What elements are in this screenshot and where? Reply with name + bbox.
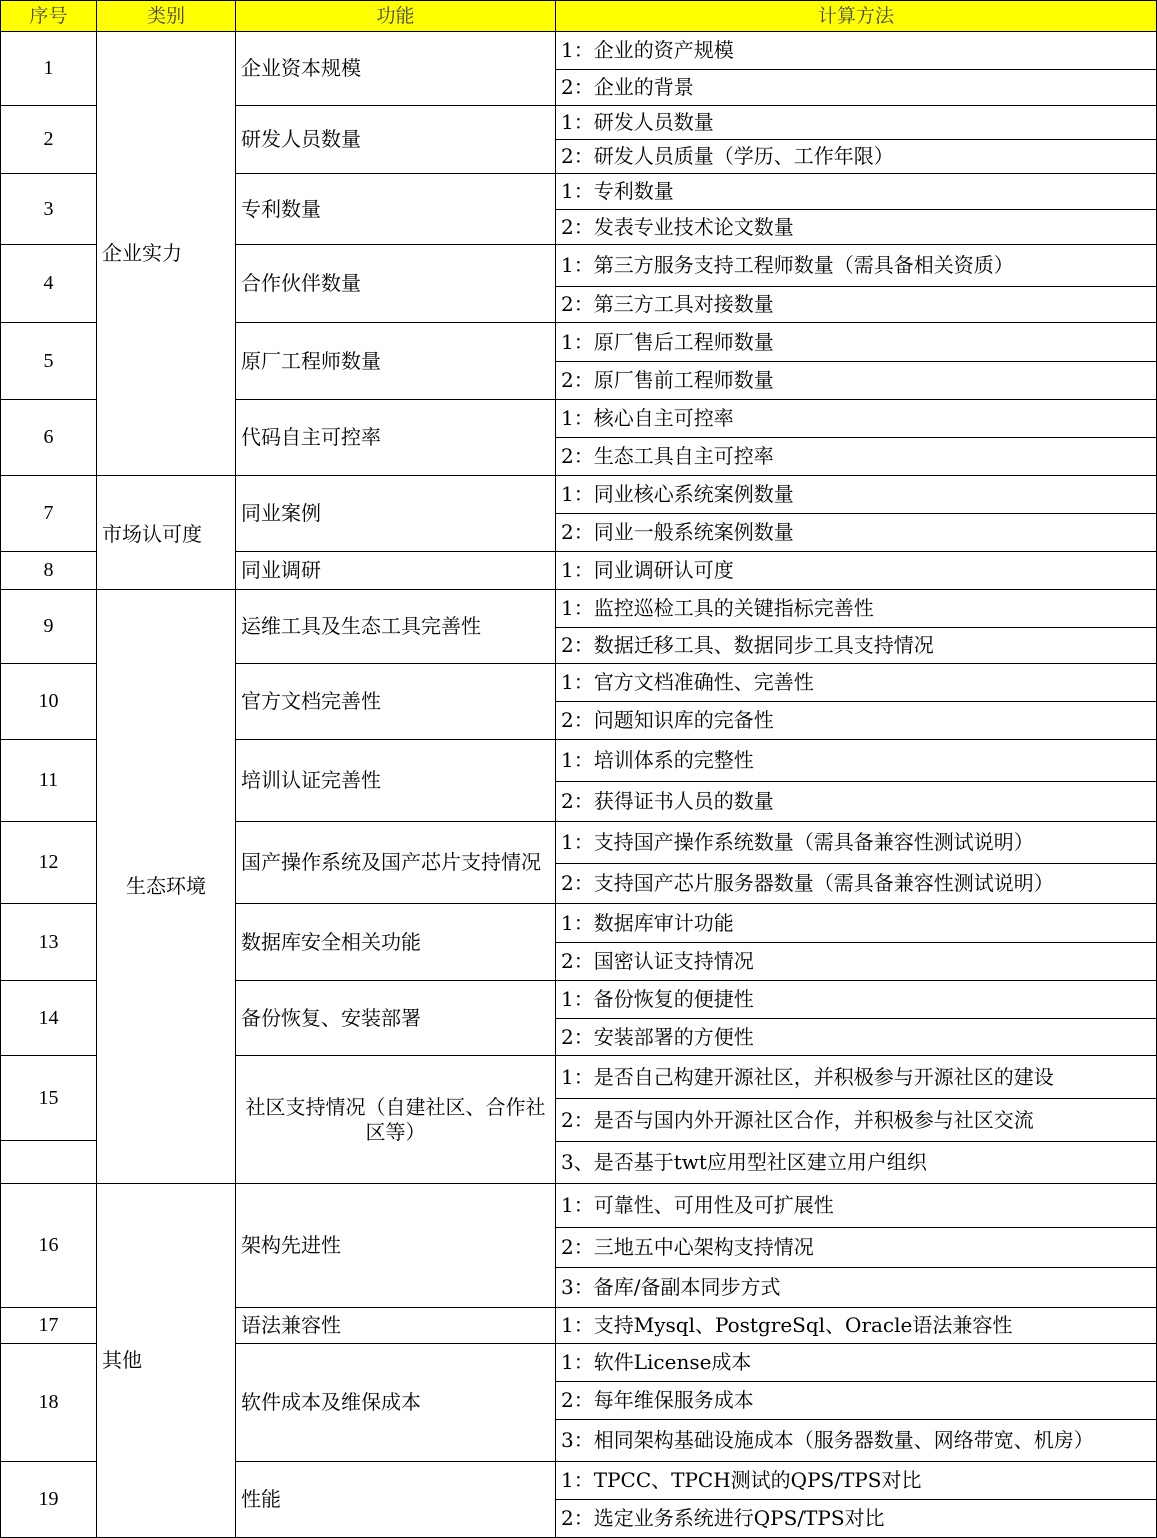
method-cell[interactable]: 1：研发人员数量 [556, 106, 1157, 140]
function-cell[interactable]: 性能 [236, 1462, 556, 1538]
method-cell[interactable]: 2：原厂售前工程师数量 [556, 362, 1157, 400]
function-cell[interactable]: 架构先进性 [236, 1184, 556, 1308]
method-cell[interactable]: 2：三地五中心架构支持情况 [556, 1228, 1157, 1268]
header-category[interactable]: 类别 [97, 0, 236, 32]
method-cell[interactable]: 1：支持国产操作系统数量（需具备兼容性测试说明） [556, 822, 1157, 864]
method-cell[interactable]: 1：可靠性、可用性及可扩展性 [556, 1184, 1157, 1228]
row-index[interactable]: 13 [0, 904, 97, 981]
header-method[interactable]: 计算方法 [556, 0, 1157, 32]
row-index[interactable]: 1 [0, 32, 97, 106]
method-cell[interactable]: 2：国密认证支持情况 [556, 943, 1157, 981]
function-cell[interactable]: 同业案例 [236, 476, 556, 552]
method-cell[interactable]: 1：原厂售后工程师数量 [556, 323, 1157, 362]
function-cell[interactable]: 运维工具及生态工具完善性 [236, 590, 556, 664]
row-index[interactable]: 6 [0, 400, 97, 476]
category-cell[interactable]: 企业实力 [97, 32, 236, 476]
header-index[interactable]: 序号 [0, 0, 97, 32]
row-index[interactable]: 8 [0, 552, 97, 590]
method-cell[interactable]: 2：选定业务系统进行QPS/TPS对比 [556, 1500, 1157, 1538]
function-cell[interactable]: 语法兼容性 [236, 1308, 556, 1344]
method-cell[interactable]: 1：官方文档准确性、完善性 [556, 664, 1157, 702]
row-index[interactable]: 11 [0, 740, 97, 822]
row-index-empty[interactable] [0, 1141, 97, 1184]
function-cell[interactable]: 企业资本规模 [236, 32, 556, 106]
method-cell[interactable]: 1：备份恢复的便捷性 [556, 981, 1157, 1019]
method-cell[interactable]: 3：相同架构基础设施成本（服务器数量、网络带宽、机房） [556, 1420, 1157, 1462]
category-cell[interactable]: 其他 [97, 1184, 236, 1538]
function-cell[interactable]: 数据库安全相关功能 [236, 904, 556, 981]
function-cell[interactable]: 培训认证完善性 [236, 740, 556, 822]
function-cell[interactable]: 官方文档完善性 [236, 664, 556, 740]
method-cell[interactable]: 1：软件License成本 [556, 1344, 1157, 1382]
category-cell[interactable]: 市场认可度 [97, 476, 236, 590]
row-index[interactable]: 19 [0, 1462, 97, 1538]
method-cell[interactable]: 1：同业核心系统案例数量 [556, 476, 1157, 514]
method-cell[interactable]: 1：同业调研认可度 [556, 552, 1157, 590]
method-cell[interactable]: 1：培训体系的完整性 [556, 740, 1157, 782]
function-cell[interactable]: 专利数量 [236, 174, 556, 245]
method-cell[interactable]: 2：安装部署的方便性 [556, 1019, 1157, 1056]
function-cell[interactable]: 国产操作系统及国产芯片支持情况 [236, 822, 556, 904]
function-cell[interactable]: 同业调研 [236, 552, 556, 590]
function-cell[interactable]: 研发人员数量 [236, 106, 556, 174]
category-cell[interactable]: 生态环境 [97, 590, 236, 1184]
row-index[interactable]: 5 [0, 323, 97, 400]
row-index[interactable]: 15 [0, 1056, 97, 1141]
method-cell[interactable]: 1：核心自主可控率 [556, 400, 1157, 438]
function-cell[interactable]: 备份恢复、安装部署 [236, 981, 556, 1056]
method-cell[interactable]: 1：支持Mysql、PostgreSql、Oracle语法兼容性 [556, 1308, 1157, 1344]
method-cell[interactable]: 2：问题知识库的完备性 [556, 702, 1157, 740]
method-cell[interactable]: 2：发表专业技术论文数量 [556, 210, 1157, 245]
row-index[interactable]: 9 [0, 590, 97, 664]
function-cell[interactable]: 原厂工程师数量 [236, 323, 556, 400]
row-index[interactable]: 2 [0, 106, 97, 174]
header-function[interactable]: 功能 [236, 0, 556, 32]
function-cell[interactable]: 代码自主可控率 [236, 400, 556, 476]
method-cell[interactable]: 1：企业的资产规模 [556, 32, 1157, 70]
row-index[interactable]: 14 [0, 981, 97, 1056]
row-index[interactable]: 18 [0, 1344, 97, 1462]
method-cell[interactable]: 2：生态工具自主可控率 [556, 438, 1157, 476]
method-cell[interactable]: 1：专利数量 [556, 174, 1157, 210]
row-index[interactable]: 12 [0, 822, 97, 904]
row-index[interactable]: 3 [0, 174, 97, 245]
method-cell[interactable]: 2：每年维保服务成本 [556, 1382, 1157, 1420]
function-cell[interactable]: 软件成本及维保成本 [236, 1344, 556, 1462]
method-cell[interactable]: 1：是否自己构建开源社区，并积极参与开源社区的建设 [556, 1056, 1157, 1099]
row-index[interactable]: 4 [0, 245, 97, 323]
method-cell[interactable]: 2：企业的背景 [556, 70, 1157, 106]
method-cell[interactable]: 1：数据库审计功能 [556, 904, 1157, 943]
method-cell[interactable]: 2：数据迁移工具、数据同步工具支持情况 [556, 628, 1157, 664]
method-cell[interactable]: 3：备库/备副本同步方式 [556, 1268, 1157, 1308]
method-cell[interactable]: 1：TPCC、TPCH测试的QPS/TPS对比 [556, 1462, 1157, 1500]
row-index[interactable]: 16 [0, 1184, 97, 1308]
row-index[interactable]: 7 [0, 476, 97, 552]
method-cell[interactable]: 2：支持国产芯片服务器数量（需具备兼容性测试说明） [556, 864, 1157, 904]
method-cell[interactable]: 2：同业一般系统案例数量 [556, 514, 1157, 552]
function-cell[interactable]: 社区支持情况（自建社区、合作社区等） [236, 1056, 556, 1184]
row-index[interactable]: 10 [0, 664, 97, 740]
method-cell[interactable]: 1：监控巡检工具的关键指标完善性 [556, 590, 1157, 628]
method-cell[interactable]: 1：第三方服务支持工程师数量（需具备相关资质） [556, 245, 1157, 287]
method-cell[interactable]: 2：是否与国内外开源社区合作，并积极参与社区交流 [556, 1099, 1157, 1142]
method-cell[interactable]: 2：获得证书人员的数量 [556, 782, 1157, 822]
method-cell[interactable]: 2：第三方工具对接数量 [556, 287, 1157, 323]
function-cell[interactable]: 合作伙伴数量 [236, 245, 556, 323]
method-cell[interactable]: 2：研发人员质量（学历、工作年限） [556, 140, 1157, 174]
method-cell[interactable]: 3、是否基于twt应用型社区建立用户组织 [556, 1142, 1157, 1184]
row-index[interactable]: 17 [0, 1308, 97, 1344]
